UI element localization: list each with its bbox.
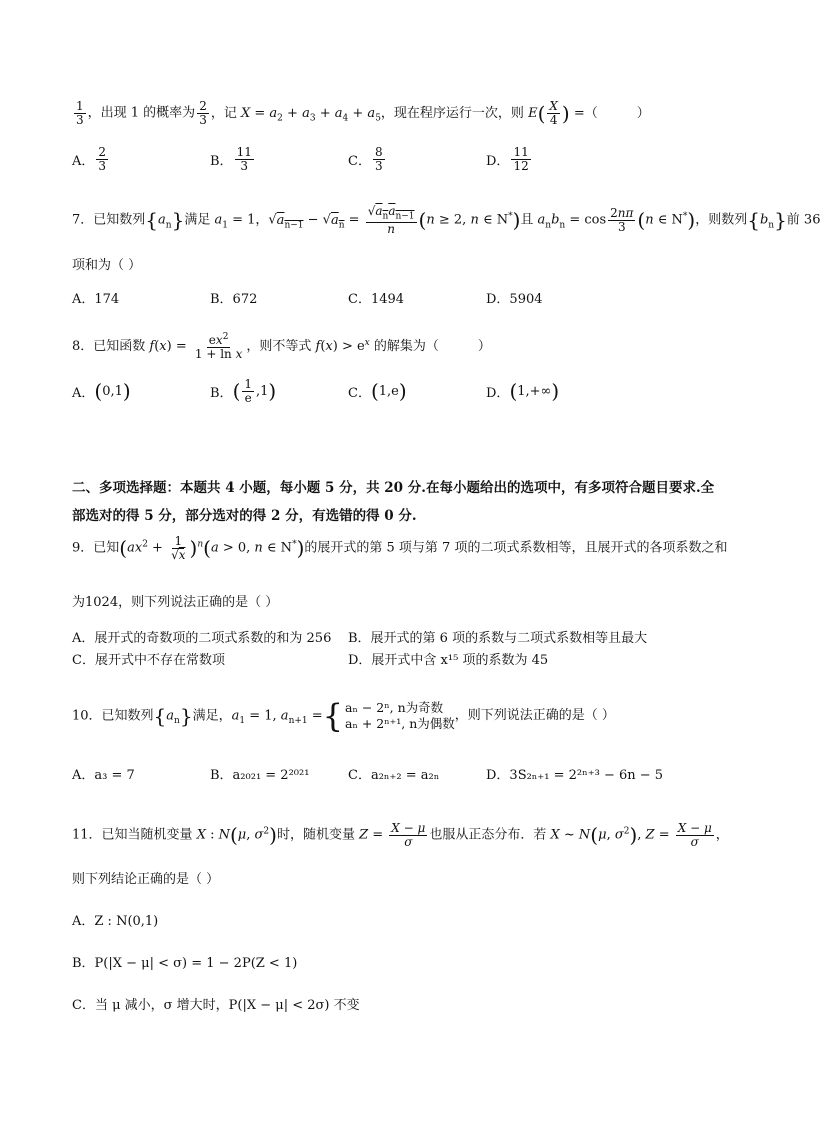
q8-option-b[interactable]: B． ( $\frac{1}{e}$ ,1 ) xyxy=(210,376,277,405)
piecewise-brace: { aₙ − 2ⁿ, n为奇数 aₙ + 2ⁿ⁺¹, n为偶数 xyxy=(322,697,455,735)
q7-line2: 项和为（ ） xyxy=(72,258,142,273)
q6-option-d[interactable]: D． $\frac{11}{12}$ xyxy=(486,144,529,173)
q7-option-c[interactable]: C．1494 xyxy=(348,291,405,307)
q10-options xyxy=(72,756,732,790)
q7-option-b[interactable]: B．672 xyxy=(210,291,258,307)
q9-line2: 为1024，则下列说法正确的是（ ） xyxy=(72,595,279,610)
q10-case-odd: aₙ − 2ⁿ, n为奇数 xyxy=(345,700,444,716)
q10-stem: 10．已知数列$\{a_n\}$满足，$a_1 = 1$, $a_{n+1}$ = { aₙ − 2ⁿ, n为奇数 aₙ + 2ⁿ⁺¹, n为偶数 ，则下列说法正确的是（ ） xyxy=(72,697,615,735)
q10-suffix: ，则下列说法正确的是（ ） xyxy=(454,708,615,724)
q8-option-d[interactable]: D． ( 1,+∞ ) xyxy=(486,379,560,403)
q8-option-c[interactable]: C． ( 1,e ) xyxy=(348,379,407,403)
q6-line: $\frac{1}{3}$ ，出现 1 的概率为 $\frac{2}{3}$ ，记 $X = a_2 + a_3 + a_4 + a_5$，现在程序运行一次，则 E( $\frac{X}{4}$ ) =（ ） xyxy=(76,99,650,127)
fraction: $\frac{1}{3}$ xyxy=(76,99,84,127)
q9-stem: 9．已知($ax^2$ + $\frac{1}{√x}$ )$^n$(a > 0, n ∈ N*)的展开式的第 5 项与第 7 项的二项式系数相等，且展开式的各项系数之和 xyxy=(72,534,728,562)
q9-option-d[interactable]: D．展开式中含 x¹⁵ 项的系数为 45 xyxy=(348,653,549,668)
q7-option-d[interactable]: D．5904 xyxy=(486,291,543,307)
q11-stem: 11．已知当随机变量 X : N(μ, $\sigma^2$)时，随机变量 Z = $\frac{X - \mu}{\sigma}$ 也服从正态分布．若 X ~ N(μ, $\sigma^2$), Z = $\frac{X - \mu}{\sigma}$ ， xyxy=(72,821,729,849)
q10-option-b[interactable]: B．a₂₀₂₁ = 2²⁰²¹ xyxy=(210,767,310,783)
q6-options xyxy=(72,142,732,176)
q9-option-b[interactable]: B．展开式的第 6 项的系数与二项式系数相等且最大 xyxy=(348,631,648,646)
q10-option-c[interactable]: C．a₂ₙ₊₂ = a₂ₙ xyxy=(348,767,440,783)
q10-option-a[interactable]: A．a₃ = 7 xyxy=(72,767,135,783)
section-heading: 二、多项选择题：本题共 4 小题，每小题 5 分，共 20 分.在每小题给出的选项中，有多项符合题目要求.全部选对的得 5 分，部分选对的得 2 分，有选错的得 0 分. xyxy=(72,480,715,524)
q11-line2: 则下列结论正确的是（ ） xyxy=(72,872,220,887)
q7-option-a[interactable]: A．174 xyxy=(72,291,120,307)
q6-option-a[interactable]: A． $\frac{2}{3}$ xyxy=(72,144,107,173)
q6-option-c[interactable]: C． $\frac{8}{3}$ xyxy=(348,144,383,173)
q6-option-b[interactable]: B． $\frac{11}{3}$ xyxy=(210,144,252,173)
q8-option-a[interactable]: A． ( 0,1 ) xyxy=(72,379,131,403)
q8-options xyxy=(72,374,732,408)
q8-stem: 8．已知函数 f(x) = $\frac{ex^2}{\text{1 + ln x}}$ ，则不等式 $f(x) > e^x$ 的解集为（ ） xyxy=(72,332,491,361)
q10-option-d[interactable]: D．3S₂ₙ₊₁ = 2²ⁿ⁺³ − 6n − 5 xyxy=(486,767,664,783)
q11-option-a[interactable]: A．Z : N(0,1) xyxy=(72,914,159,929)
q11-option-b[interactable]: B．P(|X − μ| < σ) = 1 − 2P(Z < 1) xyxy=(72,956,298,971)
q7-stem: 7．已知数列$\{a_n\}$满足 $a_1 = 1$，$√a_{n-1} - √a_n$ = $\frac{√a_na_{n-1}}{n}$ (n ≥ 2, n ∈ N*)且 $a_nb_n = \cos$ $\frac{2n\pi}{3}$ (n ∈ N*)，则数列$\{b_n\}$前 36 xyxy=(72,204,820,236)
q11-option-c[interactable]: C．当 μ 减小，σ 增大时，P(|X − μ| < 2σ) 不变 xyxy=(72,998,360,1013)
q9-option-c[interactable]: C．展开式中不存在常数项 xyxy=(72,653,225,668)
q9-option-a[interactable]: A．展开式的奇数项的二项式系数的和为 256 xyxy=(72,631,332,646)
q7-options xyxy=(72,280,732,314)
q10-case-even: aₙ + 2ⁿ⁺¹, n为偶数 xyxy=(345,716,455,731)
